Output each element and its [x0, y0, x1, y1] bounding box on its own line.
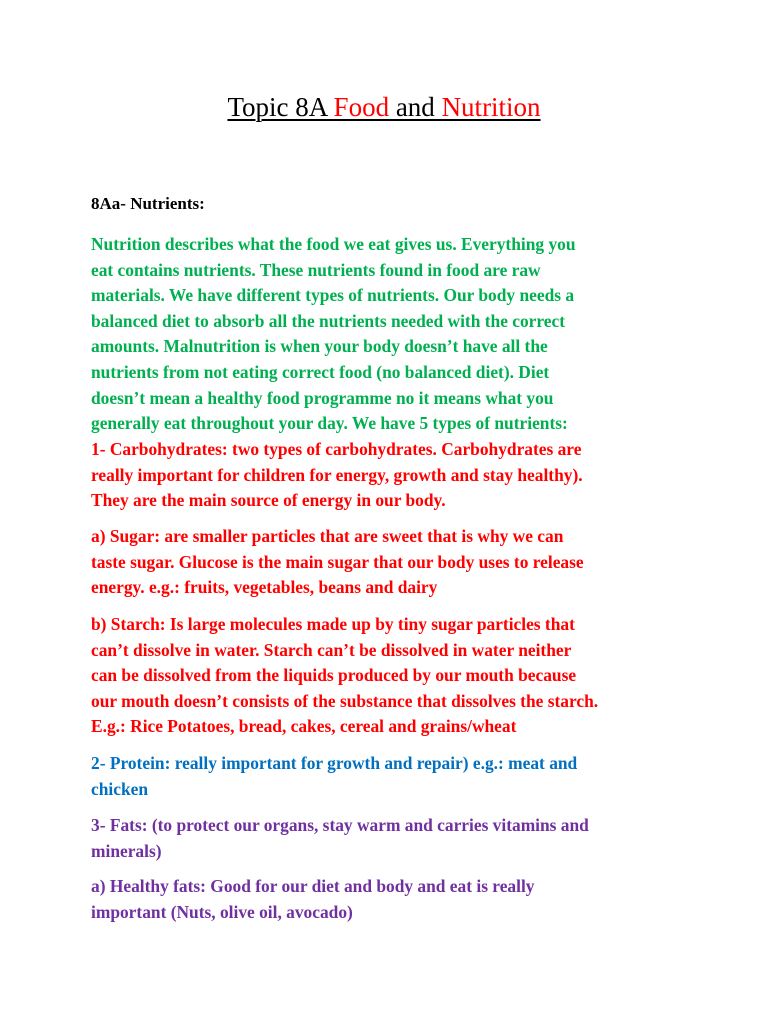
- text-line: Nutrition describes what the food we eat gives us. Everything you: [91, 234, 576, 254]
- section-heading: 8Aa- Nutrients:: [91, 194, 205, 213]
- intro-paragraph: [91, 232, 691, 437]
- carbohydrates-paragraph: [91, 437, 691, 514]
- text-line: balanced diet to absorb all the nutrients needed with the correct: [91, 310, 566, 331]
- title-topic: Topic 8A: [227, 92, 334, 122]
- text-line: a) Sugar: are smaller particles that are sweet that is why we can: [91, 526, 564, 546]
- text-line: 3- Fats: (to protect our organs, stay warm and carries vitamins and: [91, 815, 589, 835]
- text-line: really important for children for energy, growth and stay healthy).: [91, 464, 583, 485]
- text-line: nutrients from not eating correct food (no balanced diet). Diet: [91, 361, 550, 382]
- title-food: Food: [333, 92, 390, 122]
- text-line: important (Nuts, olive oil, avocado): [91, 901, 353, 922]
- text-line: materials. We have different types of nutrients. Our body needs a: [91, 285, 575, 306]
- text-line: minerals): [91, 840, 162, 861]
- fats-paragraph: [91, 813, 691, 864]
- text-line: energy. e.g.: fruits, vegetables, beans and dairy: [91, 577, 438, 598]
- protein-paragraph: [91, 751, 691, 802]
- page-title: [0, 92, 768, 123]
- text-line: generally eat throughout your day. We have 5 types of nutrients:: [91, 413, 568, 434]
- text-line: a) Healthy fats: Good for our diet and body and eat is really: [91, 876, 535, 896]
- text-line: our mouth doesn’t consists of the substance that dissolves the starch.: [91, 690, 599, 711]
- text-line: can’t dissolve in water. Starch can’t be dissolved in water neither: [91, 639, 572, 660]
- title-and: and: [389, 92, 442, 122]
- text-line: amounts. Malnutrition is when your body doesn’t have all the: [91, 336, 548, 357]
- sugar-paragraph: [91, 524, 691, 601]
- text-line: taste sugar. Glucose is the main sugar that our body uses to release: [91, 551, 584, 572]
- text-line: 2- Protein: really important for growth and repair) e.g.: meat and: [91, 753, 578, 773]
- text-line: b) Starch: Is large molecules made up by tiny sugar particles that: [91, 614, 575, 634]
- starch-paragraph: [91, 612, 691, 740]
- text-line: They are the main source of energy in our body.: [91, 490, 446, 511]
- text-line: eat contains nutrients. These nutrients found in food are raw: [91, 259, 541, 280]
- text-line: chicken: [91, 778, 149, 799]
- title-nutrition: Nutrition: [441, 92, 541, 122]
- healthy-fats-paragraph: [91, 874, 691, 925]
- text-line: doesn’t mean a healthy food programme no it means what you: [91, 387, 554, 408]
- text-line: can be dissolved from the liquids produced by our mouth because: [91, 665, 577, 686]
- text-line: 1- Carbohydrates: two types of carbohydrates. Carbohydrates are: [91, 439, 582, 459]
- text-line: E.g.: Rice Potatoes, bread, cakes, cereal and grains/wheat: [91, 716, 517, 737]
